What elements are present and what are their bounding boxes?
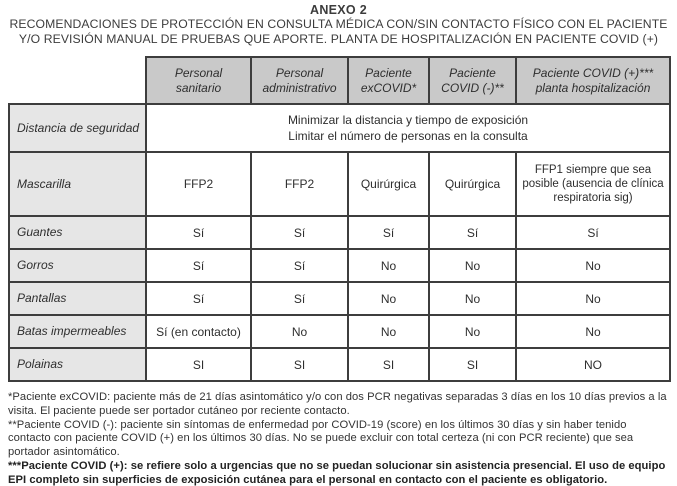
table-cell: SI bbox=[251, 348, 348, 381]
table-cell: FFP2 bbox=[251, 152, 348, 216]
title-block bbox=[0, 0, 677, 47]
table-row-mascarilla bbox=[9, 152, 670, 216]
column-header-paciente-excovid: Paciente exCOVID* bbox=[348, 57, 429, 104]
row-label-guantes: Guantes bbox=[9, 216, 146, 249]
column-header-personal-sanitario: Personal sanitario bbox=[146, 57, 251, 104]
table-row-pantallas bbox=[9, 282, 670, 315]
cell-distancia-span bbox=[146, 104, 670, 152]
table-cell: SI bbox=[146, 348, 251, 381]
table-header-row bbox=[9, 57, 670, 104]
table-row-polainas bbox=[9, 348, 670, 381]
corner-cell bbox=[9, 57, 146, 104]
footnote-excovid: *Paciente exCOVID: paciente más de 21 días asintomático y/o con dos PCR negativas separadas 3 días en los 10 días previos a la visita. El paciente puede ser portador cutáneo por reciente contacto. bbox=[8, 391, 667, 417]
table-cell: Quirúrgica bbox=[348, 152, 429, 216]
annex-title: ANEXO 2 bbox=[310, 3, 367, 17]
distancia-line1: Minimizar la distancia y tiempo de exposición bbox=[287, 113, 529, 127]
footnote-covid-positivo: ***Paciente COVID (+): se refiere solo a urgencias que no se puedan solucionar sin asistencia presencial. El uso de equipo EPI completo sin superficies de exposición cutánea para el personal en contacto con el paciente es obligatorio. bbox=[8, 459, 666, 486]
table-cell: No bbox=[429, 315, 516, 348]
table-cell: Sí bbox=[348, 216, 429, 249]
table-cell: No bbox=[516, 315, 670, 348]
table-cell: Sí (en contacto) bbox=[146, 315, 251, 348]
row-label-batas: Batas impermeables bbox=[9, 315, 146, 348]
row-label-polainas: Polainas bbox=[9, 348, 146, 381]
table-row-distancia bbox=[9, 104, 670, 152]
table-row-batas bbox=[9, 315, 670, 348]
document-title-line1: RECOMENDACIONES DE PROTECCIÓN EN CONSULTA MÉDICA CON/SIN CONTACTO FÍSICO CON EL PACIENTE bbox=[9, 17, 668, 31]
table-cell: No bbox=[429, 282, 516, 315]
table-cell: SI bbox=[348, 348, 429, 381]
table-cell: Sí bbox=[516, 216, 670, 249]
row-label-pantallas: Pantallas bbox=[9, 282, 146, 315]
table-cell: No bbox=[516, 282, 670, 315]
table-cell: Sí bbox=[251, 282, 348, 315]
table-cell: No bbox=[429, 249, 516, 282]
row-label-gorros: Gorros bbox=[9, 249, 146, 282]
table-cell: NO bbox=[516, 348, 670, 381]
table-row-guantes bbox=[9, 216, 670, 249]
table-cell: Sí bbox=[146, 282, 251, 315]
table-cell: Sí bbox=[146, 249, 251, 282]
footnote-covid-negativo: **Paciente COVID (-): paciente sin síntomas de enfermedad por COVID-19 (score) en los últimos 30 días y sin haber tenido contacto con paciente COVID (+) en los últimos 30 días. No se puede excluir con total certeza (ni con PCR reciente) que sea portador asintomático. bbox=[8, 418, 634, 459]
table-cell: FFP1 siempre que sea posible (ausencia de clínica respiratoria sig) bbox=[516, 152, 670, 216]
column-header-paciente-covid-negativo: Paciente COVID (-)** bbox=[429, 57, 516, 104]
table-cell: No bbox=[348, 249, 429, 282]
table-cell: Sí bbox=[251, 249, 348, 282]
column-header-paciente-covid-positivo: Paciente COVID (+)*** planta hospitalización bbox=[516, 57, 670, 104]
footnotes-block bbox=[8, 391, 669, 486]
table-cell: FFP2 bbox=[146, 152, 251, 216]
row-label-distancia: Distancia de seguridad bbox=[9, 104, 146, 152]
table-cell: No bbox=[348, 282, 429, 315]
column-header-personal-administrativo: Personal administrativo bbox=[251, 57, 348, 104]
table-cell: No bbox=[348, 315, 429, 348]
table-cell: Quirúrgica bbox=[429, 152, 516, 216]
row-label-mascarilla: Mascarilla bbox=[9, 152, 146, 216]
table-row-gorros bbox=[9, 249, 670, 282]
recommendations-table bbox=[8, 56, 671, 382]
table-cell: Sí bbox=[251, 216, 348, 249]
table-cell: SI bbox=[429, 348, 516, 381]
document-title-line2: Y/O REVISIÓN MANUAL DE PRUEBAS QUE APORTE. PLANTA DE HOSPITALIZACIÓN EN PACIENTE COVID (+) bbox=[18, 32, 659, 46]
table-cell: Sí bbox=[146, 216, 251, 249]
table-cell: Sí bbox=[429, 216, 516, 249]
table-cell: No bbox=[516, 249, 670, 282]
distancia-line2: Limitar el número de personas en la consulta bbox=[288, 129, 528, 143]
table-cell: No bbox=[251, 315, 348, 348]
